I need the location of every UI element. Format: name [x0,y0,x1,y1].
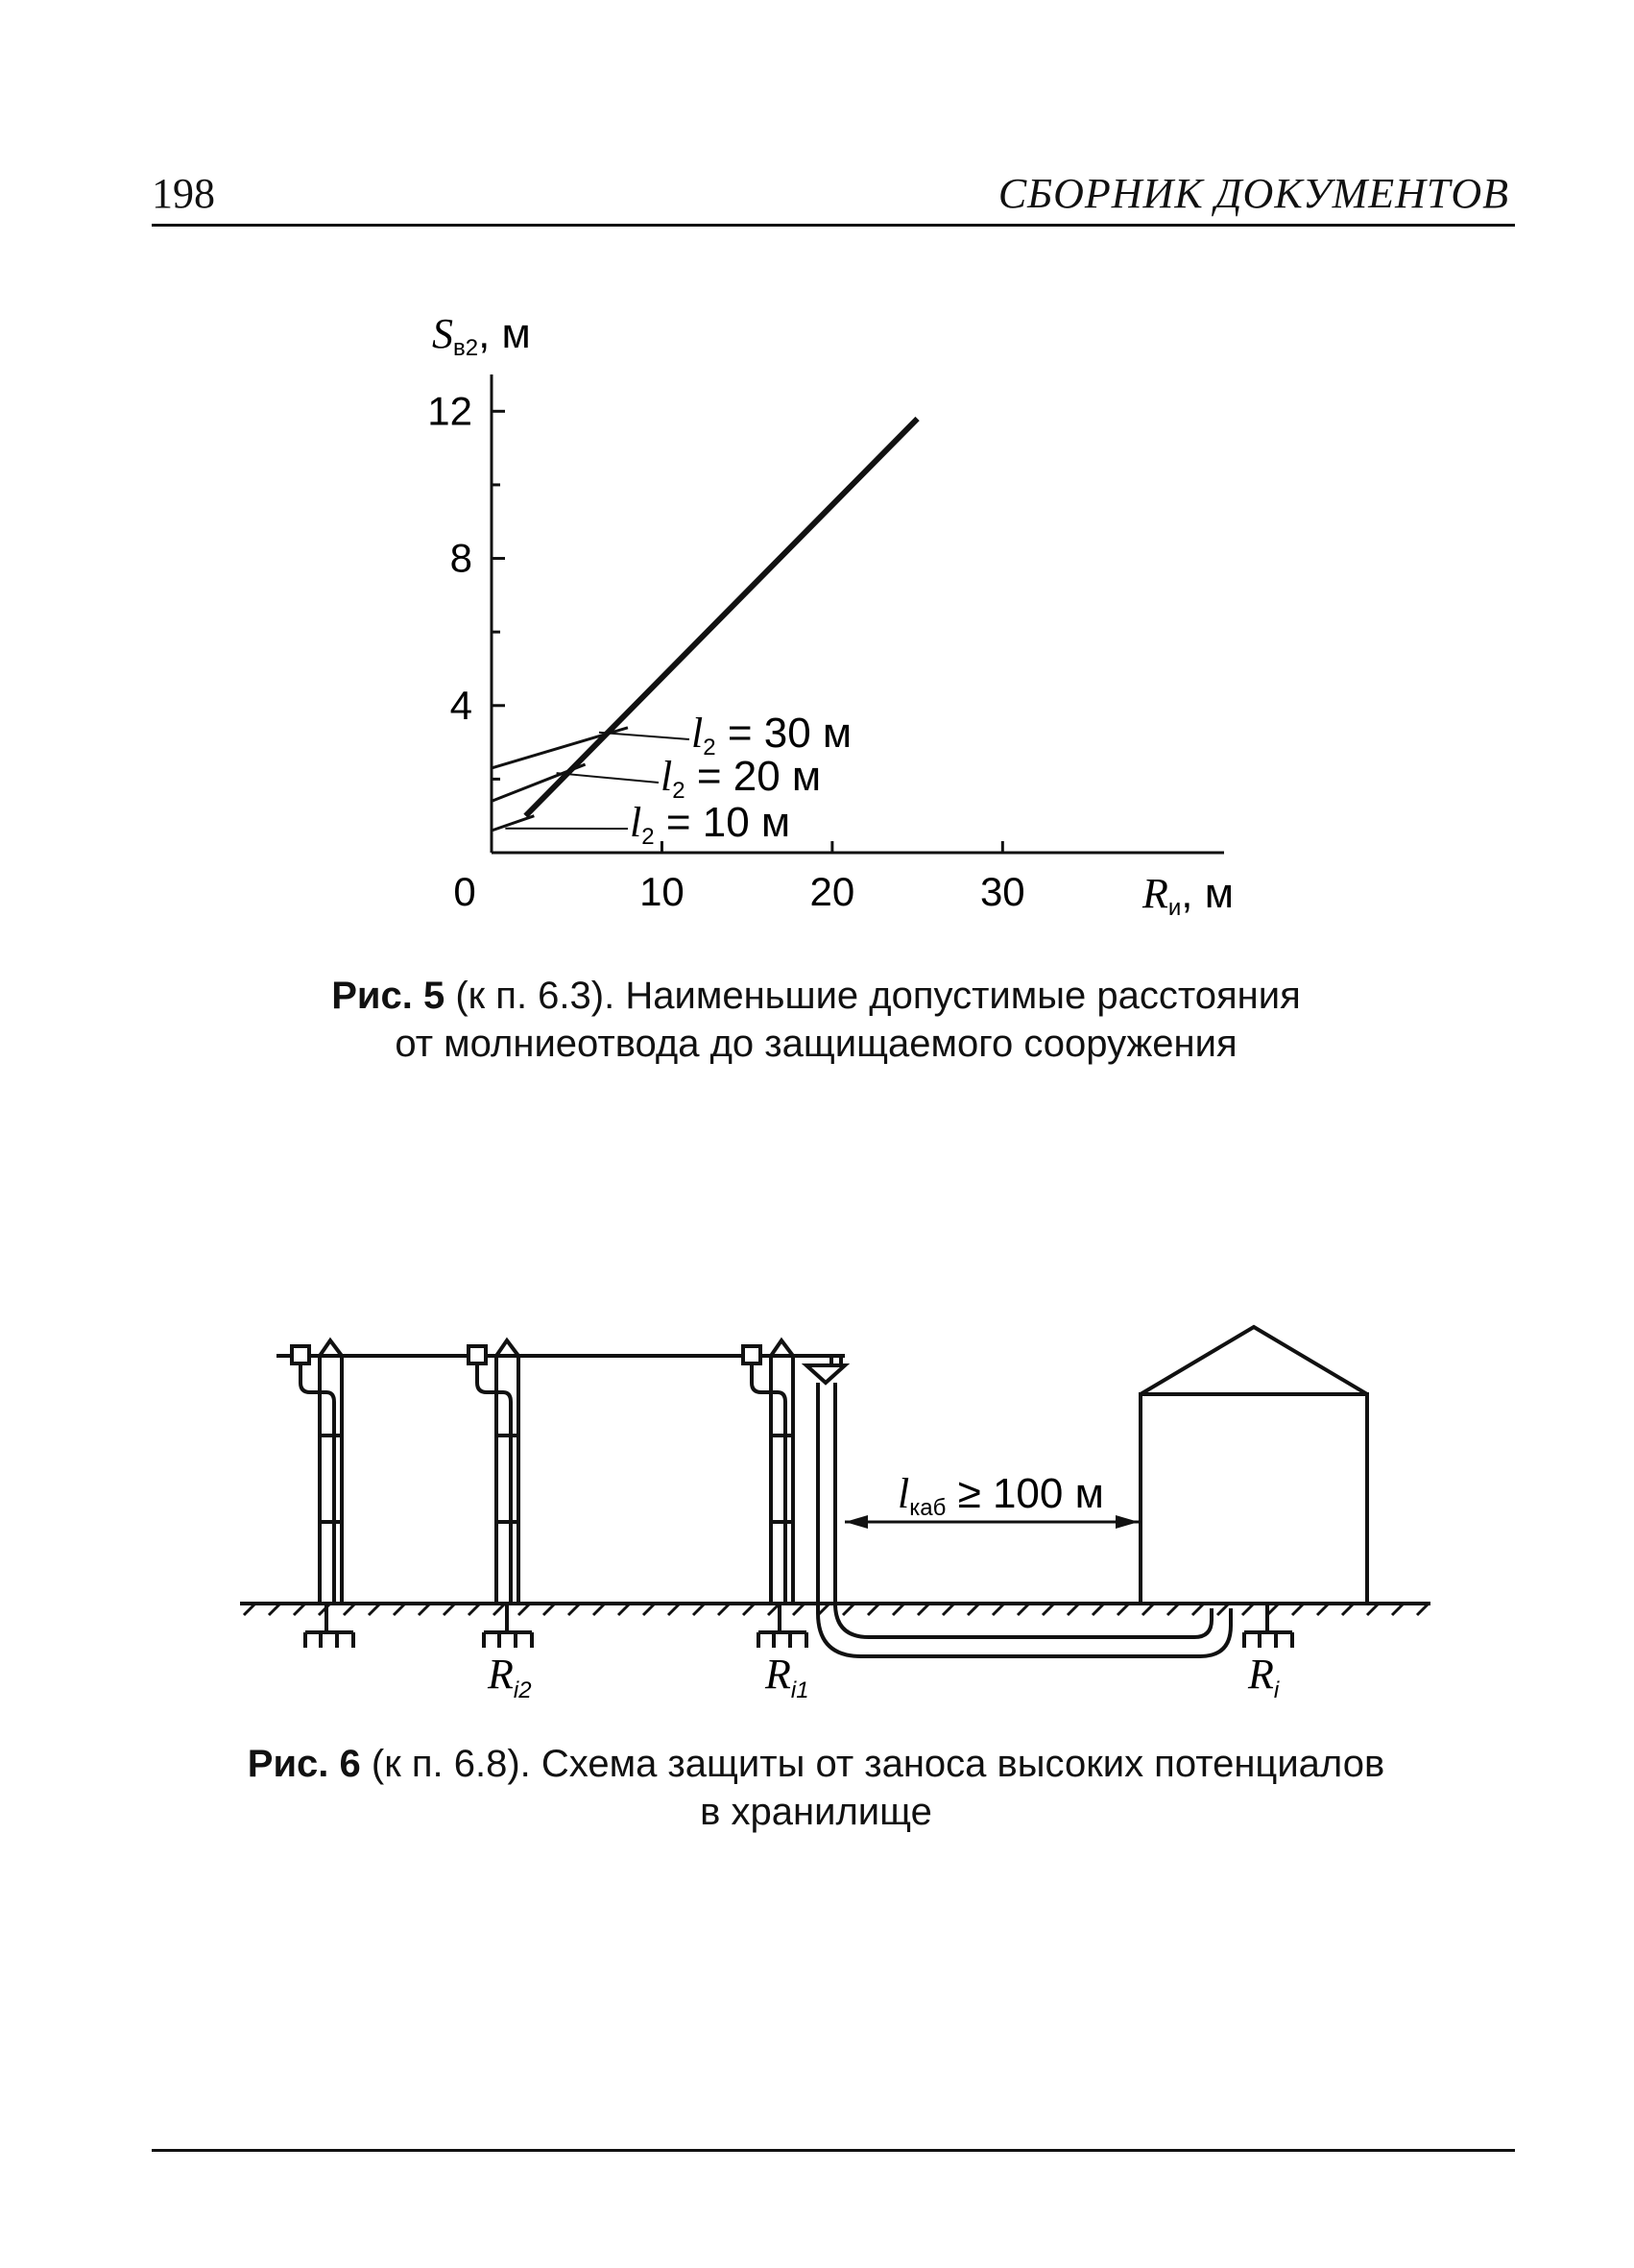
page-number: 198 [152,170,215,217]
hatch-mark [893,1604,904,1615]
pole-1 [292,1340,353,1648]
hatch-mark [768,1604,780,1615]
hatch-mark [1242,1604,1254,1615]
ground-label-ri1: $R_{i1}$ [765,1651,809,1703]
hatch-mark [319,1604,330,1615]
series-label-l2-30: l2 = 30 м [691,710,853,760]
figure-5-chart [0,0,1634,960]
hatch-mark [394,1604,405,1615]
hatch-mark [1117,1604,1129,1615]
hatch-mark [1292,1604,1304,1615]
y-tick-label-4: 4 [449,682,472,728]
footer-rule [152,2149,1515,2152]
hatch-mark [618,1604,630,1615]
hatch-mark [843,1604,854,1615]
x-tick-label-0: 0 [453,869,476,914]
hatch-mark [344,1604,355,1615]
hatch-mark [1142,1604,1154,1615]
hatch-mark [543,1604,555,1615]
x-tick-label-30: 30 [979,869,1025,914]
hatch-mark [1367,1604,1379,1615]
hatch-mark [918,1604,929,1615]
hatch-mark [993,1604,1004,1615]
hatch-mark [1043,1604,1054,1615]
series-label-l2-20: l2 = 20 м [661,753,822,804]
y-tick-label-12: 12 [427,388,472,434]
ground-label-ri2: $R_{i2}$ [488,1651,532,1703]
hatch-mark [743,1604,755,1615]
cable-length-label: lкаб ≥ 100 м [898,1470,1104,1521]
ground-hatching [244,1604,1429,1615]
hatch-mark [943,1604,954,1615]
figure-6-caption-line-1: Рис. 6 (к п. 6.8). Схема защиты от заноса высоких потенциалов [247,1743,1385,1785]
series-line-2 [492,764,586,801]
chart-axes [492,374,1224,853]
hatch-mark [568,1604,580,1615]
series-label-l2-10: l2 = 10 м [630,799,791,850]
figure-5-caption-line-1: Рис. 5 (к п. 6.3). Наименьшие допустимые расстояния [331,975,1301,1017]
hatch-mark [793,1604,805,1615]
hatch-mark [269,1604,280,1615]
hatch-mark [518,1604,530,1615]
hatch-mark [643,1604,655,1615]
hatch-mark [868,1604,879,1615]
x-axis-label: Rи, м [1142,870,1234,921]
hatch-mark [1217,1604,1229,1615]
hatch-mark [718,1604,730,1615]
hatch-mark [294,1604,305,1615]
figure-5-caption [288,972,1344,1068]
hatch-mark [419,1604,430,1615]
hatch-mark [1167,1604,1179,1615]
underground-cable [818,1383,1231,1656]
hatch-mark [444,1604,455,1615]
hatch-mark [493,1604,505,1615]
ground-label-ri: $R_i$ [1248,1651,1280,1703]
hatch-mark [593,1604,605,1615]
hatch-mark [469,1604,480,1615]
hatch-mark [1317,1604,1329,1615]
hatch-mark [1018,1604,1029,1615]
hatch-mark [818,1604,829,1615]
y-tick-label-8: 8 [449,535,472,581]
pole-2 [469,1340,532,1648]
leader-line-1 [557,773,659,783]
x-tick-label-20: 20 [809,869,855,914]
hatch-mark [668,1604,680,1615]
pole-3 [743,1340,845,1648]
hatch-mark [1417,1604,1429,1615]
figure-6-caption [192,1740,1440,1836]
figure-6-caption-line-2: в хранилище [700,1791,932,1833]
figure-5-caption-line-2: от молниеотвода до защищаемого сооружения [395,1023,1238,1065]
running-title: СБОРНИК ДОКУМЕНТОВ [997,170,1509,217]
leader-line-0 [599,733,689,739]
hatch-mark [1068,1604,1079,1615]
hatch-mark [968,1604,979,1615]
hatch-mark [1093,1604,1104,1615]
hatch-mark [1392,1604,1404,1615]
hatch-mark [1342,1604,1354,1615]
hatch-mark [693,1604,705,1615]
hatch-mark [1267,1604,1279,1615]
y-axis-label: Sв2, м [432,310,531,361]
hatch-mark [244,1604,255,1615]
x-tick-label-10: 10 [639,869,685,914]
hatch-mark [369,1604,380,1615]
storage-building [1141,1327,1367,1648]
hatch-mark [1192,1604,1204,1615]
